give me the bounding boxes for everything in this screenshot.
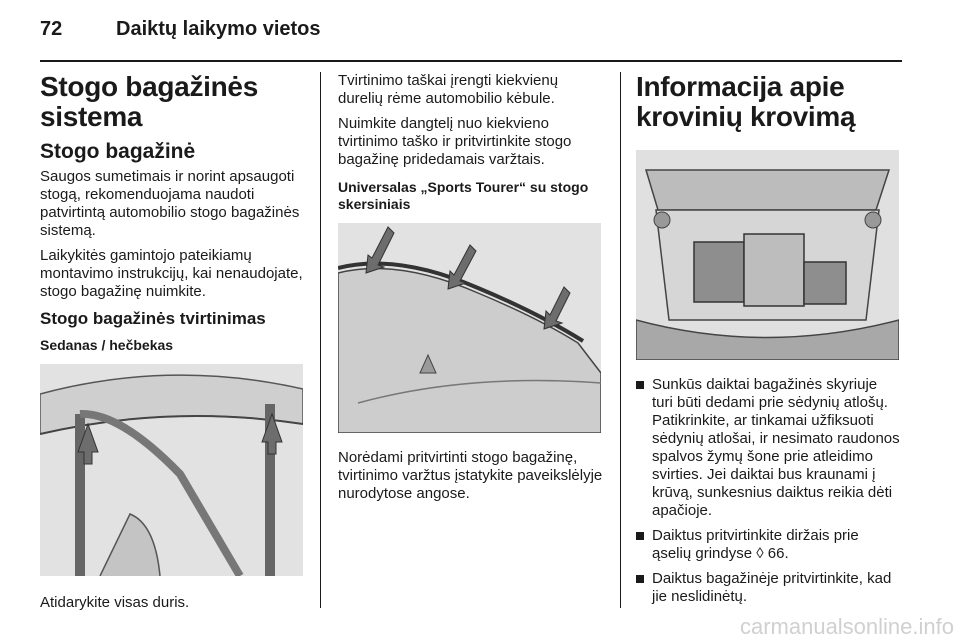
variant-label: Sedanas / hečbekas: [40, 337, 174, 353]
watermark: carmanualsonline.info: [739, 614, 954, 639]
chapter-title: Daiktų laikymo vietos: [116, 18, 321, 40]
sedan-roof-illustration: [40, 364, 303, 576]
column-3: [636, 72, 902, 613]
bullet-icon: [636, 575, 644, 583]
cargo-heading: Informacija apie krovinių krovimą: [636, 71, 856, 132]
page-number: 72: [40, 18, 63, 40]
list-item: Daiktus bagažinėje pritvirtinkite, kad jie neslidinėtų.: [636, 570, 902, 606]
column-2: [338, 72, 606, 510]
paragraph: Laikykitės gamintojo pateikiamų montavimo instrukcijų, kai nenaudojate, stogo bagažinę nuimkite.: [40, 247, 303, 300]
header-divider: [40, 60, 902, 62]
list-item: Sunkūs daiktai bagažinės skyriuje turi būti dedami prie sėdynių atlošų. Patikrinkite, ar tinkamai užfiksuoti sėdynių atlošai, ir nesimato raudonos spalvos žymų šone prie atleidimo svirties. Jei daiktai bus kraunami į krūvą, sunkesnius daiktus reikia dėti apačioje.: [636, 376, 902, 520]
sedan-roof-drawing: [40, 364, 303, 576]
paragraph: Tvirtinimo taškai įrengti kiekvienų durelių rėme automobilio kėbule.: [338, 72, 559, 107]
main-heading: Stogo bagažinės sistema: [40, 71, 258, 132]
section-heading: Stogo bagažinės tvirtinimas: [40, 309, 266, 328]
sports-tourer-roof-illustration: [338, 223, 601, 433]
paragraph: Saugos sumetimais ir norint apsaugoti stogą, rekomenduojama naudoti patvirtintą automobilio stogo bagažinės sistemą.: [40, 168, 300, 239]
variant-label: Universalas „Sports Tourer“ su stogo skersiniais: [338, 179, 589, 212]
sports-tourer-roof-drawing: [338, 223, 601, 433]
figure-caption: Norėdami pritvirtinti stogo bagažinę, tvirtinimo varžtus įstatykite paveikslėlyje nurodytose angose.: [338, 449, 603, 502]
column-divider-1: [320, 72, 321, 608]
paragraph: Nuimkite dangtelį nuo kiekvieno tvirtinimo taško ir pritvirtinkite stogo bagažinę pridedamais varžtais.: [338, 115, 572, 168]
column-1: [40, 72, 305, 619]
bullet-icon: [636, 381, 644, 389]
trunk-drawing: [636, 150, 899, 360]
figure-caption: Atidarykite visas duris.: [40, 594, 190, 611]
page-header: [40, 0, 902, 62]
list-item: Daiktus pritvirtinkite diržais prie ąselių grindyse ◊ 66.: [636, 527, 902, 563]
cargo-loading-illustration: [636, 150, 899, 360]
column-divider-2: [620, 72, 621, 608]
sub-heading: Stogo bagažinė: [40, 140, 196, 163]
bullet-icon: [636, 532, 644, 540]
cargo-tips-list: [636, 376, 902, 606]
